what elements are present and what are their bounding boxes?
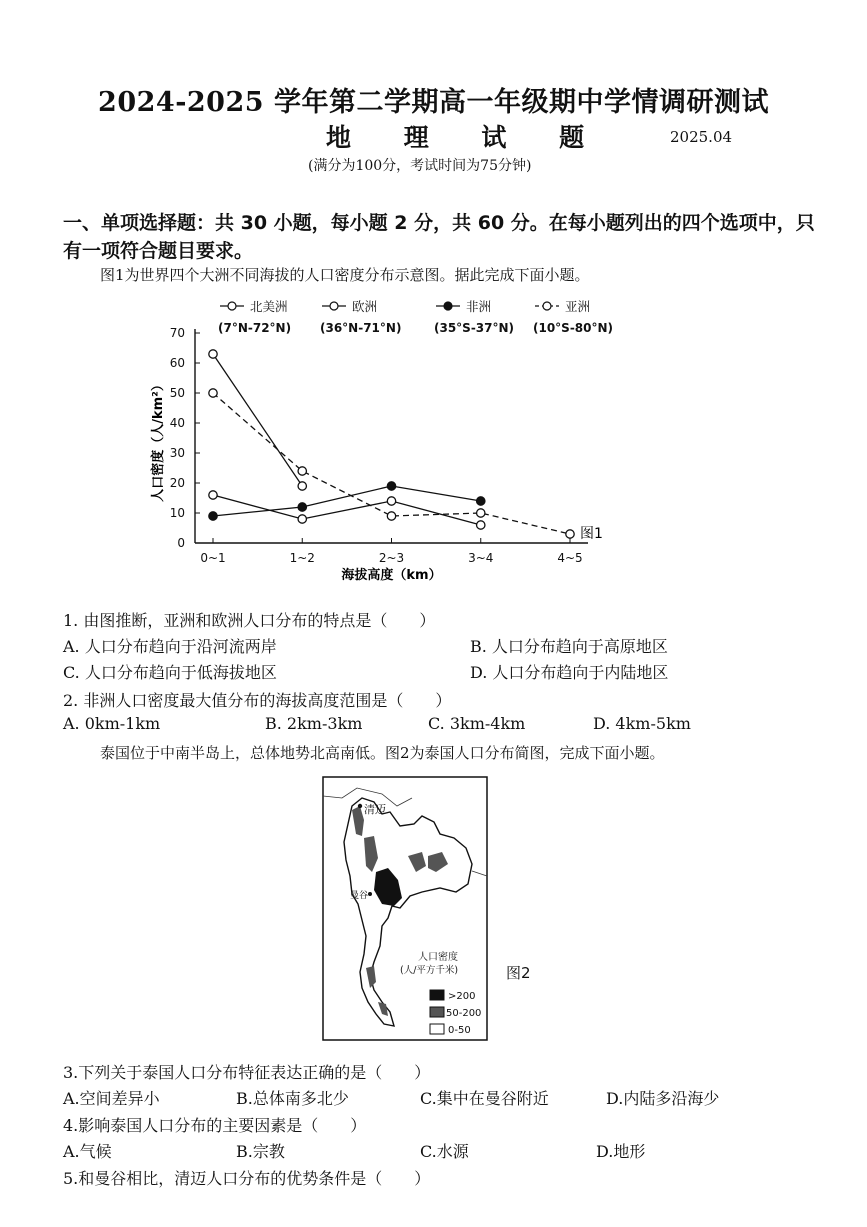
legend-marker xyxy=(543,302,551,310)
question-3-option-d[interactable]: D.内陆多沿海少 xyxy=(606,1089,720,1108)
city-label-bangkok: 曼谷 xyxy=(350,891,369,901)
legend-marker xyxy=(444,302,452,310)
y-tick-label: 70 xyxy=(169,326,185,340)
legend-swatch-low xyxy=(430,1024,444,1034)
data-point xyxy=(298,503,306,511)
series-line-1 xyxy=(213,354,302,486)
thailand-population-map xyxy=(322,776,488,1041)
data-point xyxy=(387,497,395,505)
map-legend-unit: (人/平方千米) xyxy=(400,965,459,976)
city-label-chiangmai: 清迈 xyxy=(364,803,386,816)
x-axis-label: 海拔高度（km） xyxy=(341,568,442,583)
legend-label-low: 0-50 xyxy=(448,1025,471,1036)
figure2-label: 图2 xyxy=(506,964,531,982)
question-1-option-a[interactable]: A. 人口分布趋向于沿河流两岸 xyxy=(63,637,277,656)
legend-marker xyxy=(330,302,338,310)
legend-label-high: >200 xyxy=(448,991,476,1002)
data-point xyxy=(298,482,306,490)
question-1-option-c[interactable]: C. 人口分布趋向于低海拔地区 xyxy=(63,663,277,682)
x-tick-label: 1~2 xyxy=(289,551,315,565)
x-tick-label: 0~1 xyxy=(200,551,226,565)
intro-figure2: 泰国位于中南半岛上，总体地势北高南低。图2为泰国人口分布简图，完成下面小题。 xyxy=(100,744,665,762)
series-line-2 xyxy=(213,495,481,525)
data-point xyxy=(477,521,485,529)
question-3-stem: 3.下列关于泰国人口分布特征表达正确的是（ ） xyxy=(63,1063,431,1082)
question-4-option-a[interactable]: A.气候 xyxy=(63,1142,112,1161)
legend-swatch-mid xyxy=(430,1007,444,1017)
intro-figure1: 图1为世界四个大洲不同海拔的人口密度分布示意图。据此完成下面小题。 xyxy=(100,266,590,284)
data-point xyxy=(298,515,306,523)
legend-name: 北美洲 xyxy=(250,299,288,314)
exam-note: (满分为100分，考试时间为75分钟) xyxy=(308,158,532,174)
legend-marker xyxy=(228,302,236,310)
question-2-stem: 2. 非洲人口密度最大值分布的海拔高度范围是（ ） xyxy=(63,691,452,710)
data-point xyxy=(477,497,485,505)
data-point xyxy=(209,389,217,397)
figure1-label: 图1 xyxy=(580,526,603,542)
legend-name: 亚洲 xyxy=(565,299,591,314)
data-point xyxy=(209,350,217,358)
section-heading-line1: 一、单项选择题：共 30 小题，每小题 2 分，共 60 分。在每小题列出的四个选项中，只 xyxy=(63,212,815,234)
question-1-option-d[interactable]: D. 人口分布趋向于内陆地区 xyxy=(470,663,669,682)
question-2-option-d[interactable]: D. 4km-5km xyxy=(593,714,691,733)
data-point xyxy=(298,467,306,475)
legend-swatch-high xyxy=(430,990,444,1000)
question-3-option-c[interactable]: C.集中在曼谷附近 xyxy=(420,1089,549,1108)
data-point xyxy=(209,491,217,499)
data-point xyxy=(387,482,395,490)
x-tick-label: 4~5 xyxy=(557,551,583,565)
population-density-chart xyxy=(140,290,660,590)
series-line-3 xyxy=(213,486,481,516)
section-heading-line2: 有一项符合题目要求。 xyxy=(63,240,254,262)
question-4-stem: 4.影响泰国人口分布的主要因素是（ ） xyxy=(63,1116,367,1135)
legend-range: (7°N-72°N) xyxy=(218,321,292,335)
question-2-option-a[interactable]: A. 0km-1km xyxy=(63,714,161,733)
question-2-option-b[interactable]: B. 2km-3km xyxy=(265,714,363,733)
subject-title: 地 理 试 题 xyxy=(326,123,607,152)
y-tick-label: 60 xyxy=(169,356,185,370)
city-dot-chiangmai xyxy=(358,804,362,808)
y-tick-label: 50 xyxy=(169,386,185,400)
question-4-option-d[interactable]: D.地形 xyxy=(596,1142,646,1161)
question-1-option-b[interactable]: B. 人口分布趋向于高原地区 xyxy=(470,637,668,656)
exam-title: 2024-2025 学年第二学期高一年级期中学情调研测试 xyxy=(98,87,769,118)
y-tick-label: 40 xyxy=(169,416,185,430)
y-axis-label: 人口密度（人/km²） xyxy=(151,378,166,502)
legend-name: 非洲 xyxy=(466,299,492,314)
x-tick-label: 3~4 xyxy=(468,551,494,565)
question-2-option-c[interactable]: C. 3km-4km xyxy=(428,714,526,733)
question-3-option-b[interactable]: B.总体南多北少 xyxy=(236,1089,349,1108)
data-point xyxy=(566,530,574,538)
exam-date: 2025.04 xyxy=(670,128,733,146)
question-4-option-b[interactable]: B.宗教 xyxy=(236,1142,285,1161)
question-1-stem: 1. 由图推断，亚洲和欧洲人口分布的特点是（ ） xyxy=(63,611,436,630)
question-4-option-c[interactable]: C.水源 xyxy=(420,1142,469,1161)
y-tick-label: 0 xyxy=(177,536,185,550)
y-tick-label: 30 xyxy=(169,446,185,460)
question-5-stem: 5.和曼谷相比，清迈人口分布的优势条件是（ ） xyxy=(63,1169,431,1188)
y-tick-label: 10 xyxy=(169,506,185,520)
data-point xyxy=(387,512,395,520)
legend-label-mid: 50-200 xyxy=(446,1008,482,1019)
data-point xyxy=(209,512,217,520)
data-point xyxy=(477,509,485,517)
legend-range: (36°N-71°N) xyxy=(320,321,402,335)
city-dot-bangkok xyxy=(368,892,372,896)
map-legend-title: 人口密度 xyxy=(418,952,458,963)
question-3-option-a[interactable]: A.空间差异小 xyxy=(63,1089,160,1108)
legend-range: (35°S-37°N) xyxy=(434,321,515,335)
legend-name: 欧洲 xyxy=(352,299,378,314)
y-tick-label: 20 xyxy=(169,476,185,490)
x-tick-label: 2~3 xyxy=(378,551,405,565)
legend-range: (10°S-80°N) xyxy=(533,321,614,335)
